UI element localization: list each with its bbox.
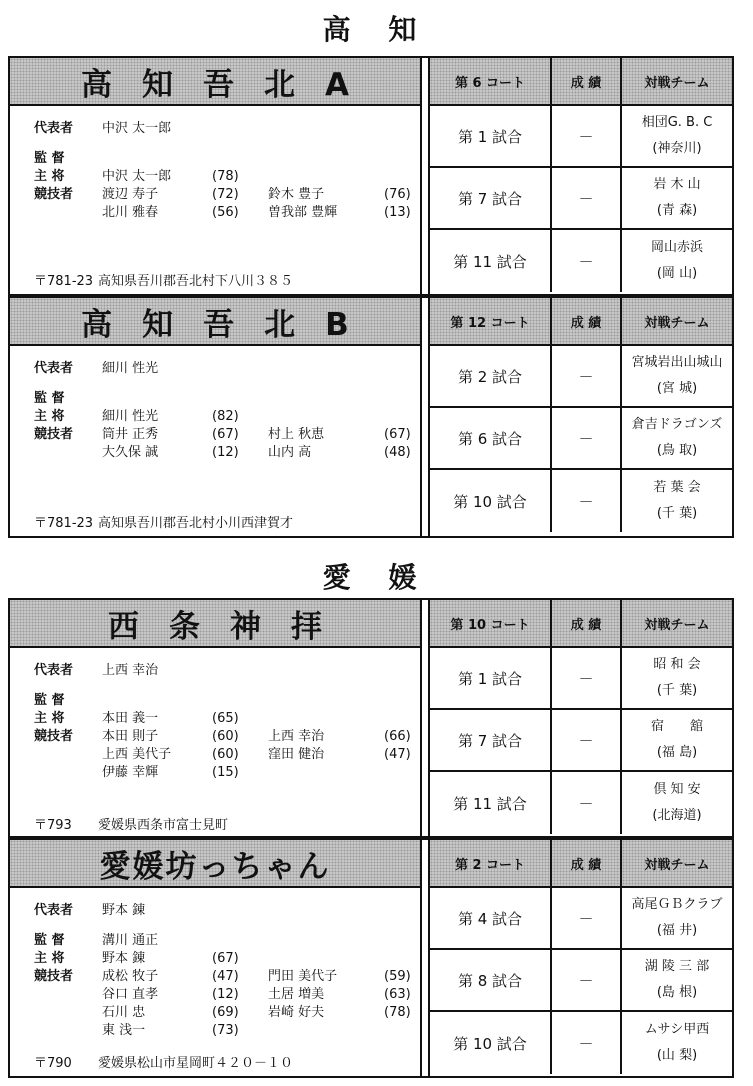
representative-label: 代表者 [34, 361, 74, 376]
director-label: 監 督 [34, 391, 65, 406]
match-row [430, 888, 732, 950]
captain-label: 主 将 [34, 409, 65, 424]
team-name-banner [10, 840, 420, 888]
captain-age: (65) [212, 711, 239, 726]
captain-label: 主 将 [34, 951, 65, 966]
team-block-kochi-gohoku-a [8, 56, 734, 296]
player-age: (13) [384, 205, 411, 220]
opponent [622, 106, 732, 166]
team-name-banner [10, 298, 420, 346]
player-age: (73) [212, 1023, 239, 1038]
player-age: (67) [384, 427, 411, 442]
player-name: 北川 雅春 [102, 205, 159, 220]
team-info-panel [10, 840, 422, 1076]
match-row [430, 106, 732, 168]
captain-age: (67) [212, 951, 239, 966]
representative-name: 野本 錬 [102, 903, 146, 918]
player-row [34, 426, 414, 444]
opponent-team: 倶 知 安 [653, 782, 701, 797]
representative-name: 細川 性光 [102, 361, 159, 376]
opponent [622, 470, 732, 532]
address-row [34, 1052, 293, 1071]
player-name: 成松 牧子 [102, 969, 159, 984]
opponent-prefecture: (宮 城) [656, 381, 698, 396]
result-header: 成 績 [552, 600, 622, 646]
schedule-header [430, 58, 732, 106]
match-row [430, 408, 732, 470]
player-age: (15) [212, 765, 239, 780]
opponent-header: 対戦チーム [644, 617, 710, 633]
player-name: 石川 忠 [102, 1005, 146, 1020]
address: 愛媛県西条市富士見町 [98, 818, 229, 833]
player-age: (66) [384, 729, 411, 744]
address-row [34, 270, 293, 289]
captain-row [34, 408, 239, 426]
representative-label: 代表者 [34, 903, 74, 918]
captain-name: 野本 錬 [102, 951, 146, 966]
result-header: 成 績 [552, 840, 622, 886]
opponent [622, 230, 732, 292]
player-name: 岩崎 好夫 [268, 1005, 325, 1020]
game-number: 第 1 試合 [430, 648, 552, 708]
match-row [430, 470, 732, 532]
opponent-prefecture: (島 根) [656, 985, 698, 1000]
match-result: － [552, 888, 622, 948]
player-row [34, 746, 414, 764]
opponent [622, 346, 732, 406]
opponent-prefecture: (北海道) [652, 808, 702, 823]
representative-row [34, 360, 159, 378]
player-age: (72) [212, 187, 239, 202]
player-age: (63) [384, 987, 411, 1002]
zip-code: 〒790 [34, 1056, 72, 1071]
representative-label: 代表者 [34, 121, 74, 136]
team-info-panel [10, 298, 422, 536]
team-name-banner [10, 600, 420, 648]
captain-row [34, 950, 239, 968]
player-age: (67) [212, 427, 239, 442]
representative-row [34, 662, 159, 680]
game-number: 第 2 試合 [430, 346, 552, 406]
match-row [430, 168, 732, 230]
player-age: (48) [384, 445, 411, 460]
opponent [622, 950, 732, 1010]
player-name: 鈴木 豊子 [268, 187, 325, 202]
match-result: － [552, 772, 622, 834]
team-info-panel [10, 600, 422, 836]
game-number: 第 1 試合 [430, 106, 552, 166]
schedule-header [430, 840, 732, 888]
team-name: 西条神拝 [108, 608, 352, 645]
director-label: 監 督 [34, 693, 65, 708]
match-row [430, 772, 732, 834]
player-age: (69) [212, 1005, 239, 1020]
captain-name: 中沢 太一郎 [102, 169, 172, 184]
game-number: 第 7 試合 [430, 710, 552, 770]
player-row [34, 186, 414, 204]
players-label: 競技者 [34, 427, 74, 442]
player-age: (47) [212, 969, 239, 984]
opponent-prefecture: (福 井) [656, 923, 698, 938]
address: 愛媛県松山市星岡町４２０－１０ [98, 1056, 294, 1071]
opponent-prefecture: (福 島) [656, 745, 698, 760]
player-name: 門田 美代子 [268, 969, 338, 984]
player-name: 窪田 健治 [268, 747, 325, 762]
team-block-ehime-botchan [8, 838, 734, 1078]
player-name: 大久保 誠 [102, 445, 159, 460]
representative-name: 中沢 太一郎 [102, 121, 172, 136]
player-name: 東 浅一 [102, 1023, 146, 1038]
schedule-header [430, 600, 732, 648]
game-number: 第 11 試合 [430, 230, 552, 292]
opponent-team: ムサシ甲西 [644, 1022, 710, 1037]
address: 高知県吾川郡吾北村下八川３８５ [98, 274, 294, 289]
player-row [34, 204, 414, 222]
opponent-prefecture: (千 葉) [656, 506, 698, 521]
game-number: 第 8 試合 [430, 950, 552, 1010]
captain-label: 主 将 [34, 711, 65, 726]
player-row [34, 1022, 414, 1040]
opponent-team: 湖 陵 三 部 [644, 959, 710, 974]
opponent [622, 408, 732, 468]
match-result: － [552, 648, 622, 708]
match-schedule [430, 58, 732, 294]
game-number: 第 6 試合 [430, 408, 552, 468]
opponent-team: 岩 木 山 [653, 177, 701, 192]
player-age: (78) [384, 1005, 411, 1020]
player-row [34, 1004, 414, 1022]
player-name: 伊藤 幸輝 [102, 765, 159, 780]
opponent-team: 若 葉 会 [653, 480, 701, 495]
opponent-team: 倉吉ドラゴンズ [631, 417, 723, 432]
player-row [34, 728, 414, 746]
address-row [34, 814, 228, 833]
opponent-prefecture: (千 葉) [656, 683, 698, 698]
players-label: 競技者 [34, 969, 74, 984]
match-row [430, 1012, 732, 1074]
match-result: － [552, 168, 622, 228]
player-age: (12) [212, 445, 239, 460]
match-schedule [430, 298, 732, 536]
match-result: － [552, 950, 622, 1010]
match-row [430, 230, 732, 292]
zip-code: 〒793 [34, 818, 72, 833]
player-name: 本田 則子 [102, 729, 159, 744]
opponent-header: 対戦チーム [644, 315, 710, 331]
director-row [34, 150, 98, 168]
match-result: － [552, 1012, 622, 1074]
opponent-team: 昭 和 会 [653, 657, 701, 672]
match-result: － [552, 346, 622, 406]
opponent-prefecture: (青 森) [656, 203, 698, 218]
match-result: － [552, 106, 622, 166]
representative-label: 代表者 [34, 663, 74, 678]
captain-age: (78) [212, 169, 239, 184]
opponent-prefecture: (鳥 取) [656, 443, 698, 458]
representative-name: 上西 幸治 [102, 663, 159, 678]
player-name: 上西 幸治 [268, 729, 325, 744]
team-block-kochi-gohoku-b [8, 296, 734, 538]
director-row [34, 692, 98, 710]
player-row [34, 968, 414, 986]
opponent-team: 宮城岩出山城山 [631, 355, 723, 370]
court-label: 第 12 コート [430, 298, 552, 344]
team-name: 高知吾北A [81, 66, 379, 103]
zip-code: 〒781-23 [34, 516, 94, 531]
players-label: 競技者 [34, 729, 74, 744]
opponent-team: 相団G. B. C [641, 115, 713, 130]
opponent [622, 168, 732, 228]
team-name: 高知吾北B [81, 306, 379, 343]
director-label: 監 督 [34, 151, 65, 166]
court-label: 第 10 コート [430, 600, 552, 646]
team-name: 愛媛坊っちゃん [99, 848, 331, 885]
player-row [34, 764, 414, 782]
player-age: (59) [384, 969, 411, 984]
player-age: (56) [212, 205, 239, 220]
player-name: 村上 秋恵 [268, 427, 325, 442]
prefecture-heading: 高 知 [322, 13, 431, 46]
team-block-saijo-jinbai [8, 598, 734, 838]
opponent [622, 772, 732, 834]
opponent-team: 高尾ＧＢクラブ [631, 897, 723, 912]
zip-code: 〒781-23 [34, 274, 94, 289]
captain-age: (82) [212, 409, 239, 424]
opponent [622, 1012, 732, 1074]
match-result: － [552, 470, 622, 532]
match-result: － [552, 230, 622, 292]
opponent-prefecture: (山 梨) [656, 1048, 698, 1063]
match-schedule [430, 840, 732, 1076]
match-result: － [552, 408, 622, 468]
opponent [622, 888, 732, 948]
result-header: 成 績 [552, 58, 622, 104]
representative-row [34, 120, 172, 138]
captain-row [34, 168, 239, 186]
match-schedule [430, 600, 732, 836]
game-number: 第 10 試合 [430, 1012, 552, 1074]
opponent-team: 宿 舘 [650, 719, 703, 734]
game-number: 第 11 試合 [430, 772, 552, 834]
opponent-team: 岡山赤浜 [650, 240, 703, 255]
team-name-banner [10, 58, 420, 106]
player-name: 土居 増美 [268, 987, 325, 1002]
player-name: 山内 高 [268, 445, 312, 460]
player-name: 谷口 直孝 [102, 987, 159, 1002]
prefecture-heading: 愛 媛 [322, 561, 431, 594]
player-row [34, 444, 414, 462]
captain-name: 本田 義一 [102, 711, 159, 726]
match-row [430, 648, 732, 710]
player-name: 渡辺 寿子 [102, 187, 159, 202]
game-number: 第 10 試合 [430, 470, 552, 532]
captain-label: 主 将 [34, 169, 65, 184]
player-name: 筒井 正秀 [102, 427, 159, 442]
representative-row [34, 902, 146, 920]
court-label: 第 6 コート [430, 58, 552, 104]
player-age: (47) [384, 747, 411, 762]
player-row [34, 986, 414, 1004]
result-header: 成 績 [552, 298, 622, 344]
director-label: 監 督 [34, 933, 65, 948]
opponent-prefecture: (神奈川) [652, 141, 702, 156]
schedule-header [430, 298, 732, 346]
game-number: 第 7 試合 [430, 168, 552, 228]
opponent [622, 710, 732, 770]
address-row [34, 512, 293, 531]
captain-row [34, 710, 239, 728]
director-name: 溝川 通正 [102, 933, 159, 948]
match-result: － [552, 710, 622, 770]
director-row [34, 932, 159, 950]
opponent-header: 対戦チーム [644, 857, 710, 873]
player-age: (76) [384, 187, 411, 202]
player-age: (60) [212, 729, 239, 744]
match-row [430, 346, 732, 408]
player-age: (60) [212, 747, 239, 762]
team-info-panel [10, 58, 422, 294]
court-label: 第 2 コート [430, 840, 552, 886]
match-row [430, 950, 732, 1012]
opponent [622, 648, 732, 708]
address: 高知県吾川郡吾北村小川西津賀才 [98, 516, 294, 531]
opponent-header: 対戦チーム [644, 75, 710, 91]
players-label: 競技者 [34, 187, 74, 202]
director-row [34, 390, 98, 408]
game-number: 第 4 試合 [430, 888, 552, 948]
match-row [430, 710, 732, 772]
player-name: 曽我部 豊輝 [268, 205, 338, 220]
opponent-prefecture: (岡 山) [656, 266, 698, 281]
player-age: (12) [212, 987, 239, 1002]
captain-name: 細川 性光 [102, 409, 159, 424]
player-name: 上西 美代子 [102, 747, 172, 762]
